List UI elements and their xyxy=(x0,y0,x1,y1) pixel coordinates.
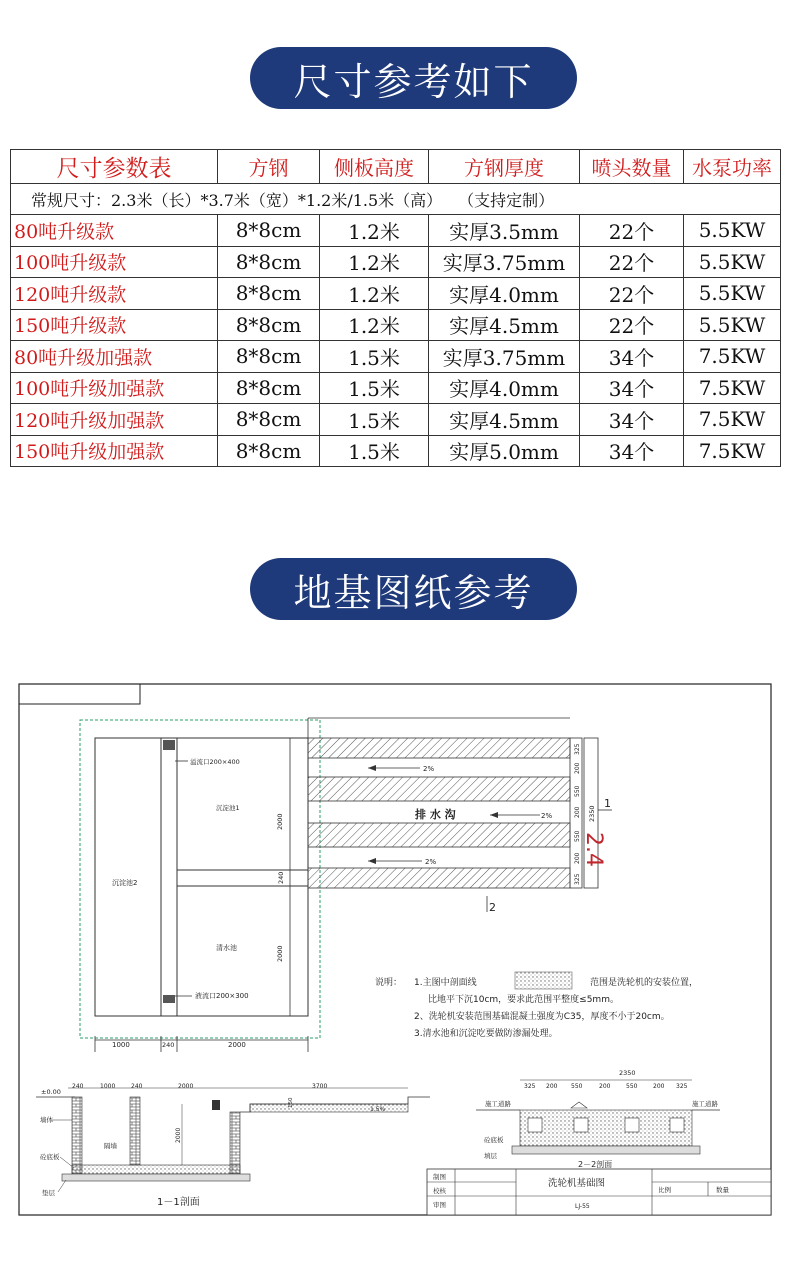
section-banner-size: 尺寸参考如下 xyxy=(250,47,577,109)
dim-240-bottom: 240 xyxy=(162,1041,175,1049)
slab-label: 砼底板 xyxy=(40,1153,60,1161)
header-cell: 方钢厚度 xyxy=(429,150,580,184)
header-cell: 方钢 xyxy=(218,150,320,184)
dim-2000-bottom: 2000 xyxy=(276,945,284,962)
road-right: 施工道路 xyxy=(692,1100,718,1108)
table-cell: 8*8cm xyxy=(218,404,320,436)
header-cell: 水泵功率 xyxy=(684,150,781,184)
model-cell: 120吨升级加强款 xyxy=(11,404,218,436)
svg-text:240: 240 xyxy=(72,1083,84,1090)
table-cell: 1.5米 xyxy=(320,372,429,404)
svg-text:200: 200 xyxy=(653,1083,665,1090)
svg-text:1000: 1000 xyxy=(100,1083,116,1090)
tank2-label: 沉淀池2 xyxy=(112,879,138,887)
note-line2: 2、洗轮机安装范围基础混凝土强度为C35，厚度不小于20cm。 xyxy=(414,1012,670,1022)
header-cell: 侧板高度 xyxy=(320,150,429,184)
table-cell: 实厚4.0mm xyxy=(429,278,580,310)
svg-text:3700: 3700 xyxy=(312,1083,328,1090)
approved-by: 审图 xyxy=(433,1201,446,1209)
table-cell: 1.5米 xyxy=(320,435,429,467)
table-cell: 7.5KW xyxy=(684,435,781,467)
checked-by: 校核 xyxy=(433,1187,446,1195)
section-2-2 xyxy=(476,1069,720,1169)
table-cell: 7.5KW xyxy=(684,404,781,436)
section-mark-2: 2 xyxy=(489,901,496,914)
table-cell: 实厚3.75mm xyxy=(429,341,580,373)
road-left: 施工道路 xyxy=(485,1100,511,1108)
drawing-notes xyxy=(375,972,698,1039)
table-cell: 34个 xyxy=(580,372,684,404)
dim-2000-plan: 2000 xyxy=(228,1041,246,1049)
section2-cushion: 填层 xyxy=(484,1152,497,1160)
table-cell: 7.5KW xyxy=(684,372,781,404)
table-cell: 5.5KW xyxy=(684,215,781,247)
overflow-port-mark xyxy=(163,740,175,750)
notes-prefix: 说明： xyxy=(375,978,403,988)
table-cell: 5.5KW xyxy=(684,278,781,310)
slope-label: 2% xyxy=(541,812,553,820)
table-cell: 22个 xyxy=(580,215,684,247)
section-mark-1: 1 xyxy=(604,797,611,810)
table-cell: 7.5KW xyxy=(684,341,781,373)
scale-field: 比例 xyxy=(658,1186,671,1194)
note-line3: 3.清水池和沉淀吃要做防渗漏处理。 xyxy=(414,1029,558,1039)
svg-text:240: 240 xyxy=(131,1083,143,1090)
overflow-port-label: 溢流口200×400 xyxy=(190,758,240,766)
table-cell: 8*8cm xyxy=(218,341,320,373)
hatch-legend xyxy=(515,972,572,989)
cushion-label: 垫层 xyxy=(42,1189,55,1197)
table-cell: 实厚3.5mm xyxy=(429,215,580,247)
svg-text:200: 200 xyxy=(574,852,581,864)
table-cell: 1.2米 xyxy=(320,215,429,247)
dim-150: 150 xyxy=(288,1097,294,1108)
scale-mark: 2.4 xyxy=(581,832,606,867)
svg-text:550: 550 xyxy=(626,1083,638,1090)
drain-label: 排 水 沟 xyxy=(415,808,456,821)
header-cell: 喷头数量 xyxy=(580,150,684,184)
dim-2000-top: 2000 xyxy=(276,813,284,830)
dim-2350: 2350 xyxy=(588,805,596,822)
wall-label: 墙体 xyxy=(40,1116,53,1124)
model-cell: 100吨升级加强款 xyxy=(11,372,218,404)
model-cell: 80吨升级款 xyxy=(11,215,218,247)
table-cell: 5.5KW xyxy=(684,246,781,278)
table-cell: 实厚4.0mm xyxy=(429,372,580,404)
table-cell: 实厚4.5mm xyxy=(429,404,580,436)
qty-field: 数量 xyxy=(716,1186,729,1194)
table-cell: 8*8cm xyxy=(218,309,320,341)
drawing-code: LJ-55 xyxy=(575,1203,590,1210)
svg-text:200: 200 xyxy=(599,1083,611,1090)
svg-text:200: 200 xyxy=(546,1083,558,1090)
standard-size-note: 常规尺寸：2.3米（长）*3.7米（宽）*1.2米/1.5米（高） （支持定制） xyxy=(11,184,781,215)
table-cell: 8*8cm xyxy=(218,278,320,310)
model-cell: 100吨升级款 xyxy=(11,246,218,278)
table-cell: 5.5KW xyxy=(684,309,781,341)
height-label: 2000 xyxy=(175,1127,182,1143)
svg-text:325: 325 xyxy=(524,1083,536,1090)
section-1-1 xyxy=(36,1083,430,1208)
svg-text:550: 550 xyxy=(574,830,581,842)
model-cell: 120吨升级款 xyxy=(11,278,218,310)
dim-1000: 1000 xyxy=(112,1041,130,1049)
inlet-port-label: 液流口200×300 xyxy=(195,992,249,1000)
ground-level: ±0.00 xyxy=(41,1088,61,1096)
table-cell: 22个 xyxy=(580,309,684,341)
table-cell: 22个 xyxy=(580,246,684,278)
svg-text:200: 200 xyxy=(574,806,581,818)
section1-title: 1－1剖面 xyxy=(157,1197,200,1208)
slope-label: 2% xyxy=(423,765,435,773)
svg-text:550: 550 xyxy=(571,1083,583,1090)
table-cell: 22个 xyxy=(580,278,684,310)
table-cell: 1.5米 xyxy=(320,404,429,436)
model-cell: 150吨升级加强款 xyxy=(11,435,218,467)
svg-text:325: 325 xyxy=(574,873,581,885)
partition-label: 隔墙 xyxy=(104,1142,117,1150)
section1-slope: 1.5% xyxy=(370,1106,386,1113)
table-cell: 实厚5.0mm xyxy=(429,435,580,467)
table-cell: 34个 xyxy=(580,404,684,436)
svg-text:2000: 2000 xyxy=(178,1083,194,1090)
table-cell: 8*8cm xyxy=(218,215,320,247)
dim-240: 240 xyxy=(277,871,285,884)
title-block xyxy=(427,1169,771,1215)
drain-strips xyxy=(308,738,570,888)
model-cell: 80吨升级加强款 xyxy=(11,341,218,373)
note-line1a: 1.主图中剖面线 xyxy=(414,978,477,988)
svg-text:325: 325 xyxy=(574,743,581,755)
drawn-by: 制图 xyxy=(433,1173,446,1181)
section2-slab: 砼底板 xyxy=(484,1136,504,1144)
inlet-port-mark xyxy=(163,995,175,1003)
table-cell: 1.2米 xyxy=(320,309,429,341)
svg-text:200: 200 xyxy=(574,762,581,774)
table-cell: 8*8cm xyxy=(218,246,320,278)
model-cell: 150吨升级款 xyxy=(11,309,218,341)
table-cell: 8*8cm xyxy=(218,372,320,404)
svg-text:550: 550 xyxy=(574,785,581,797)
svg-text:325: 325 xyxy=(676,1083,688,1090)
table-cell: 34个 xyxy=(580,341,684,373)
note-line1b: 范围是洗轮机的安装位置， xyxy=(590,978,699,988)
section-banner-foundation: 地基图纸参考 xyxy=(250,558,577,620)
table-cell: 1.5米 xyxy=(320,341,429,373)
table-cell: 实厚4.5mm xyxy=(429,309,580,341)
header-cell: 尺寸参数表 xyxy=(11,150,218,184)
clear-tank-label: 清水池 xyxy=(216,944,237,952)
drawing-title: 洗轮机基础图 xyxy=(548,1178,606,1189)
section2-title: 2－2剖面 xyxy=(578,1160,613,1169)
note-line1c: 比地平下沉10cm，要求此范围平整度≤5mm。 xyxy=(428,995,619,1005)
slope-label: 2% xyxy=(425,858,437,866)
tank1-label: 沉淀池1 xyxy=(216,804,240,812)
table-cell: 8*8cm xyxy=(218,435,320,467)
table-cell: 1.2米 xyxy=(320,278,429,310)
table-cell: 实厚3.75mm xyxy=(429,246,580,278)
table-cell: 1.2米 xyxy=(320,246,429,278)
table-cell: 34个 xyxy=(580,435,684,467)
section2-total: 2350 xyxy=(619,1069,636,1077)
